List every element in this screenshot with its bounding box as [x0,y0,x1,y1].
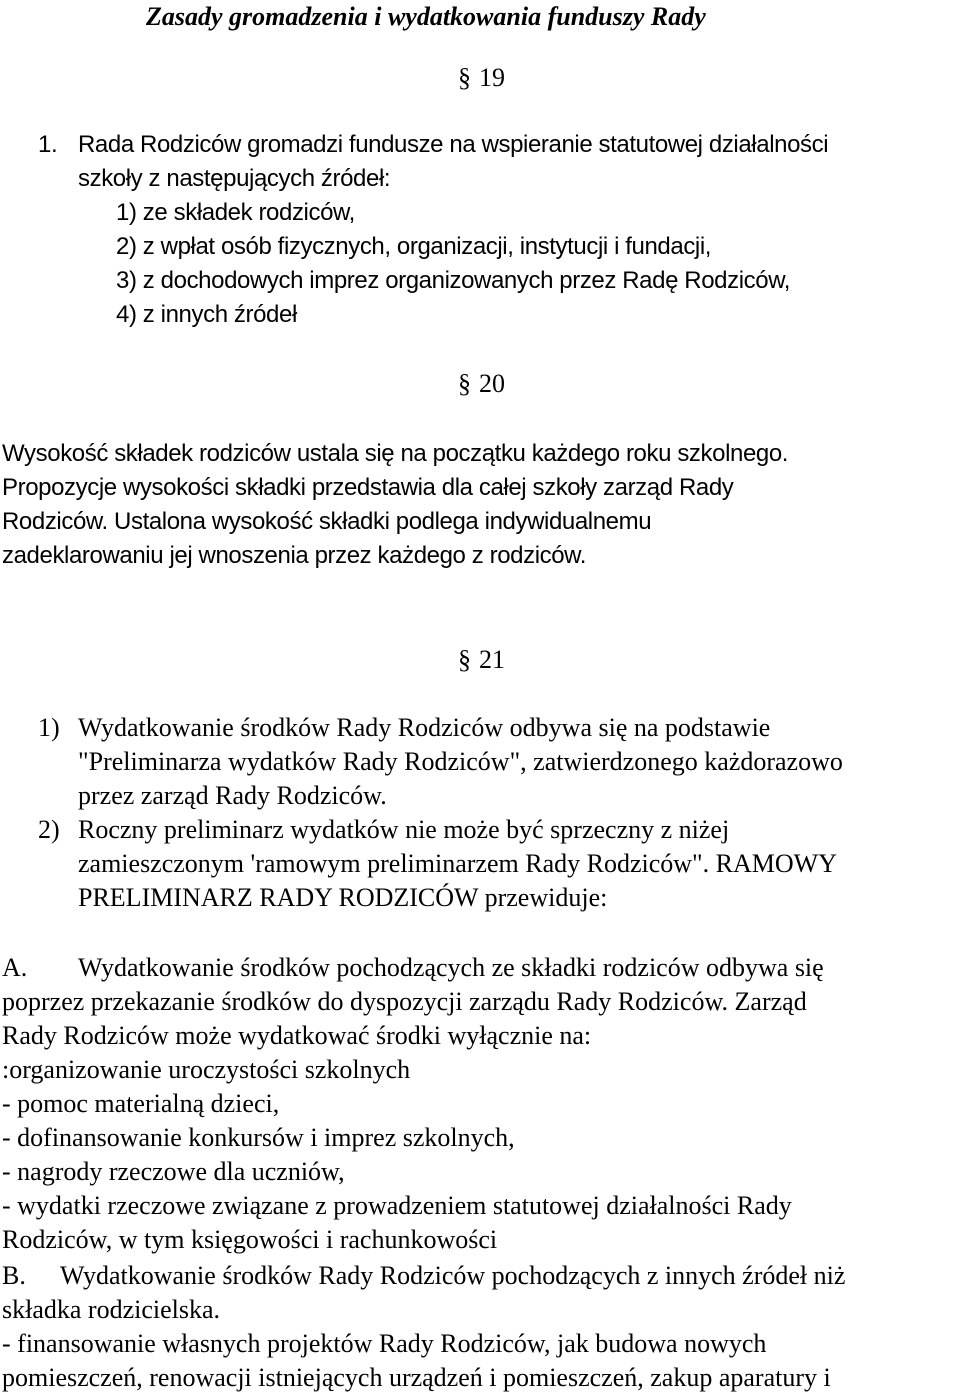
list-item: - dofinansowanie konkursów i imprez szkolnych, [2,1123,515,1152]
section-symbol: § [458,645,471,674]
list-marker: A. [2,953,28,982]
section-number: 20 [479,369,505,398]
paragraph-line: szkoły z następujących źródeł: [78,165,391,192]
section-symbol: § [458,369,471,398]
paragraph-line: przez zarząd Rady Rodziców. [78,781,387,810]
section-number: 19 [479,63,505,92]
paragraph-line: Wydatkowanie środków pochodzących ze składki rodziców odbywa się [78,953,824,982]
paragraph-line: Rodziców. Ustalona wysokość składki podlega indywidualnemu [2,508,652,535]
list-item: - finansowanie własnych projektów Rady Rodziców, jak budowa nowych [2,1329,767,1358]
list-item: 2) z wpłat osób fizycznych, organizacji, instytucji i fundacji, [116,233,712,260]
list-item: 1) ze składek rodziców, [116,199,355,226]
document-title: Zasady gromadzenia i wydatkowania funduszy Rady [146,2,706,31]
paragraph-line: składka rodzicielska. [2,1295,221,1324]
section-number: 21 [479,645,505,674]
section-19-heading [458,61,505,95]
paragraph-line: Roczny preliminarz wydatków nie może być sprzeczny z niżej [78,815,730,844]
paragraph-line: zadeklarowaniu jej wnoszenia przez każdego z rodziców. [2,542,587,569]
paragraph-line: :organizowanie uroczystości szkolnych [2,1055,411,1084]
list-item: - pomoc materialną dzieci, [2,1089,280,1118]
list-item: 4) z innych źródeł [116,301,297,328]
list-item: - nagrody rzeczowe dla uczniów, [2,1157,345,1186]
section-symbol: § [458,63,471,92]
paragraph-line: pomieszczeń, renowacji istniejących urządzeń i pomieszczeń, zakup aparatury i [2,1363,831,1392]
list-marker: 1) [38,713,60,742]
paragraph-line: poprzez przekazanie środków do dyspozycji zarządu Rady Rodziców. Zarząd [2,987,807,1016]
paragraph-line: Propozycje wysokości składki przedstawia dla całej szkoły zarząd Rady [2,474,734,501]
paragraph-line: "Preliminarza wydatków Rady Rodziców", zatwierdzonego każdorazowo [78,747,843,776]
paragraph-line: Wysokość składek rodziców ustala się na początku każdego roku szkolnego. [2,440,789,467]
paragraph-line: Rady Rodziców może wydatkować środki wyłącznie na: [2,1021,592,1050]
paragraph-line: Rada Rodziców gromadzi fundusze na wspieranie statutowej działalności [78,131,829,158]
list-item: - wydatki rzeczowe związane z prowadzeniem statutowej działalności Rady [2,1191,792,1220]
list-marker: B. [2,1261,26,1290]
paragraph-line: Rodziców, w tym księgowości i rachunkowości [2,1225,498,1254]
section-20-heading [458,367,505,401]
paragraph-line: Wydatkowanie środków Rady Rodziców odbywa się na podstawie [78,713,771,742]
paragraph-line: Wydatkowanie środków Rady Rodziców pochodzących z innych źródeł niż [60,1261,846,1290]
paragraph-line: zamieszczonym 'ramowym preliminarzem Rady Rodziców". RAMOWY [78,849,837,878]
list-marker: 1. [38,131,58,158]
list-marker: 2) [38,815,60,844]
list-item: 3) z dochodowych imprez organizowanych przez Radę Rodziców, [116,267,791,294]
paragraph-line: PRELIMINARZ RADY RODZICÓW przewiduje: [78,883,608,912]
section-21-heading [458,643,505,677]
